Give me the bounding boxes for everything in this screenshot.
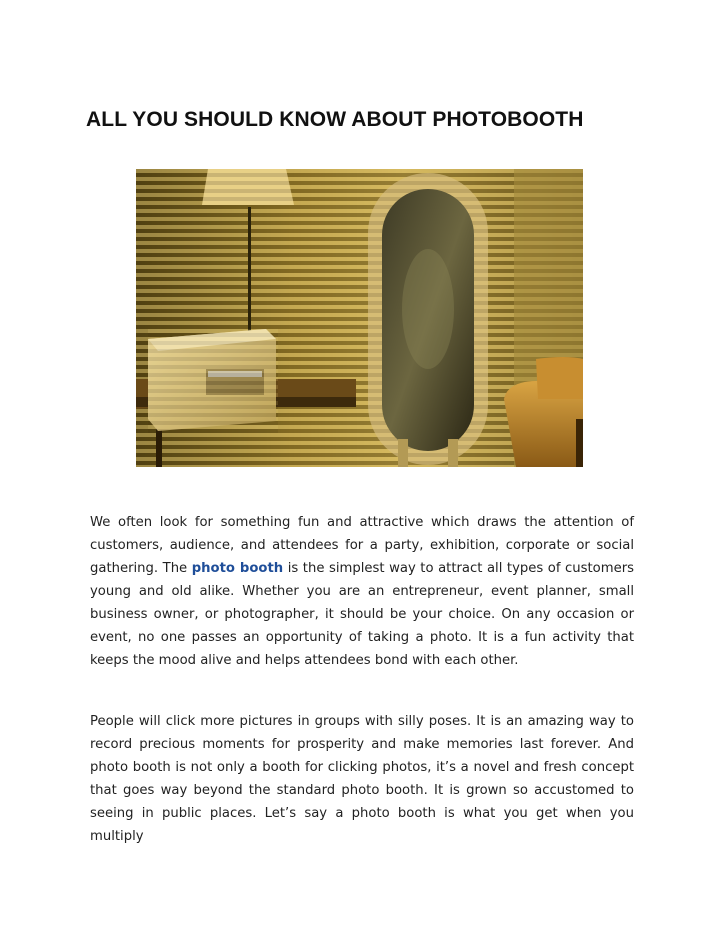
page-title: ALL YOU SHOULD KNOW ABOUT PHOTOBOOTH	[86, 108, 584, 131]
intro-text-before-link: We often look for something fun and attractive which draws the attention of customers, audience, and attendees for a party, exhibition, corporate or social gathering. The	[90, 515, 634, 576]
photobooth-illustration	[136, 169, 583, 467]
photo-booth-link[interactable]: photo booth	[191, 561, 284, 576]
second-paragraph: People will click more pictures in groups with silly poses. It is an amazing way to record precious moments for prosperity and make memories last forever. And photo booth is not only a booth for clicking photos, it’s a novel and fresh concept that goes way beyond the standard photo booth. It is grown so accustomed to seeing in public places. Let’s say a photo booth is what you get when you multiply	[90, 714, 634, 844]
intro-text-after-link: is the simplest way to attract all types of customers young and old alike. Whether you are an entrepreneur, event planner, small business owner, or photographer, it should be your choice. On any occasion or event, no one passes an opportunity of taking a photo. It is a fun activity that keeps the mood alive and helps attendees bond with each other.	[90, 561, 634, 668]
photobooth-photo	[136, 169, 583, 467]
intro-paragraph	[90, 511, 634, 672]
